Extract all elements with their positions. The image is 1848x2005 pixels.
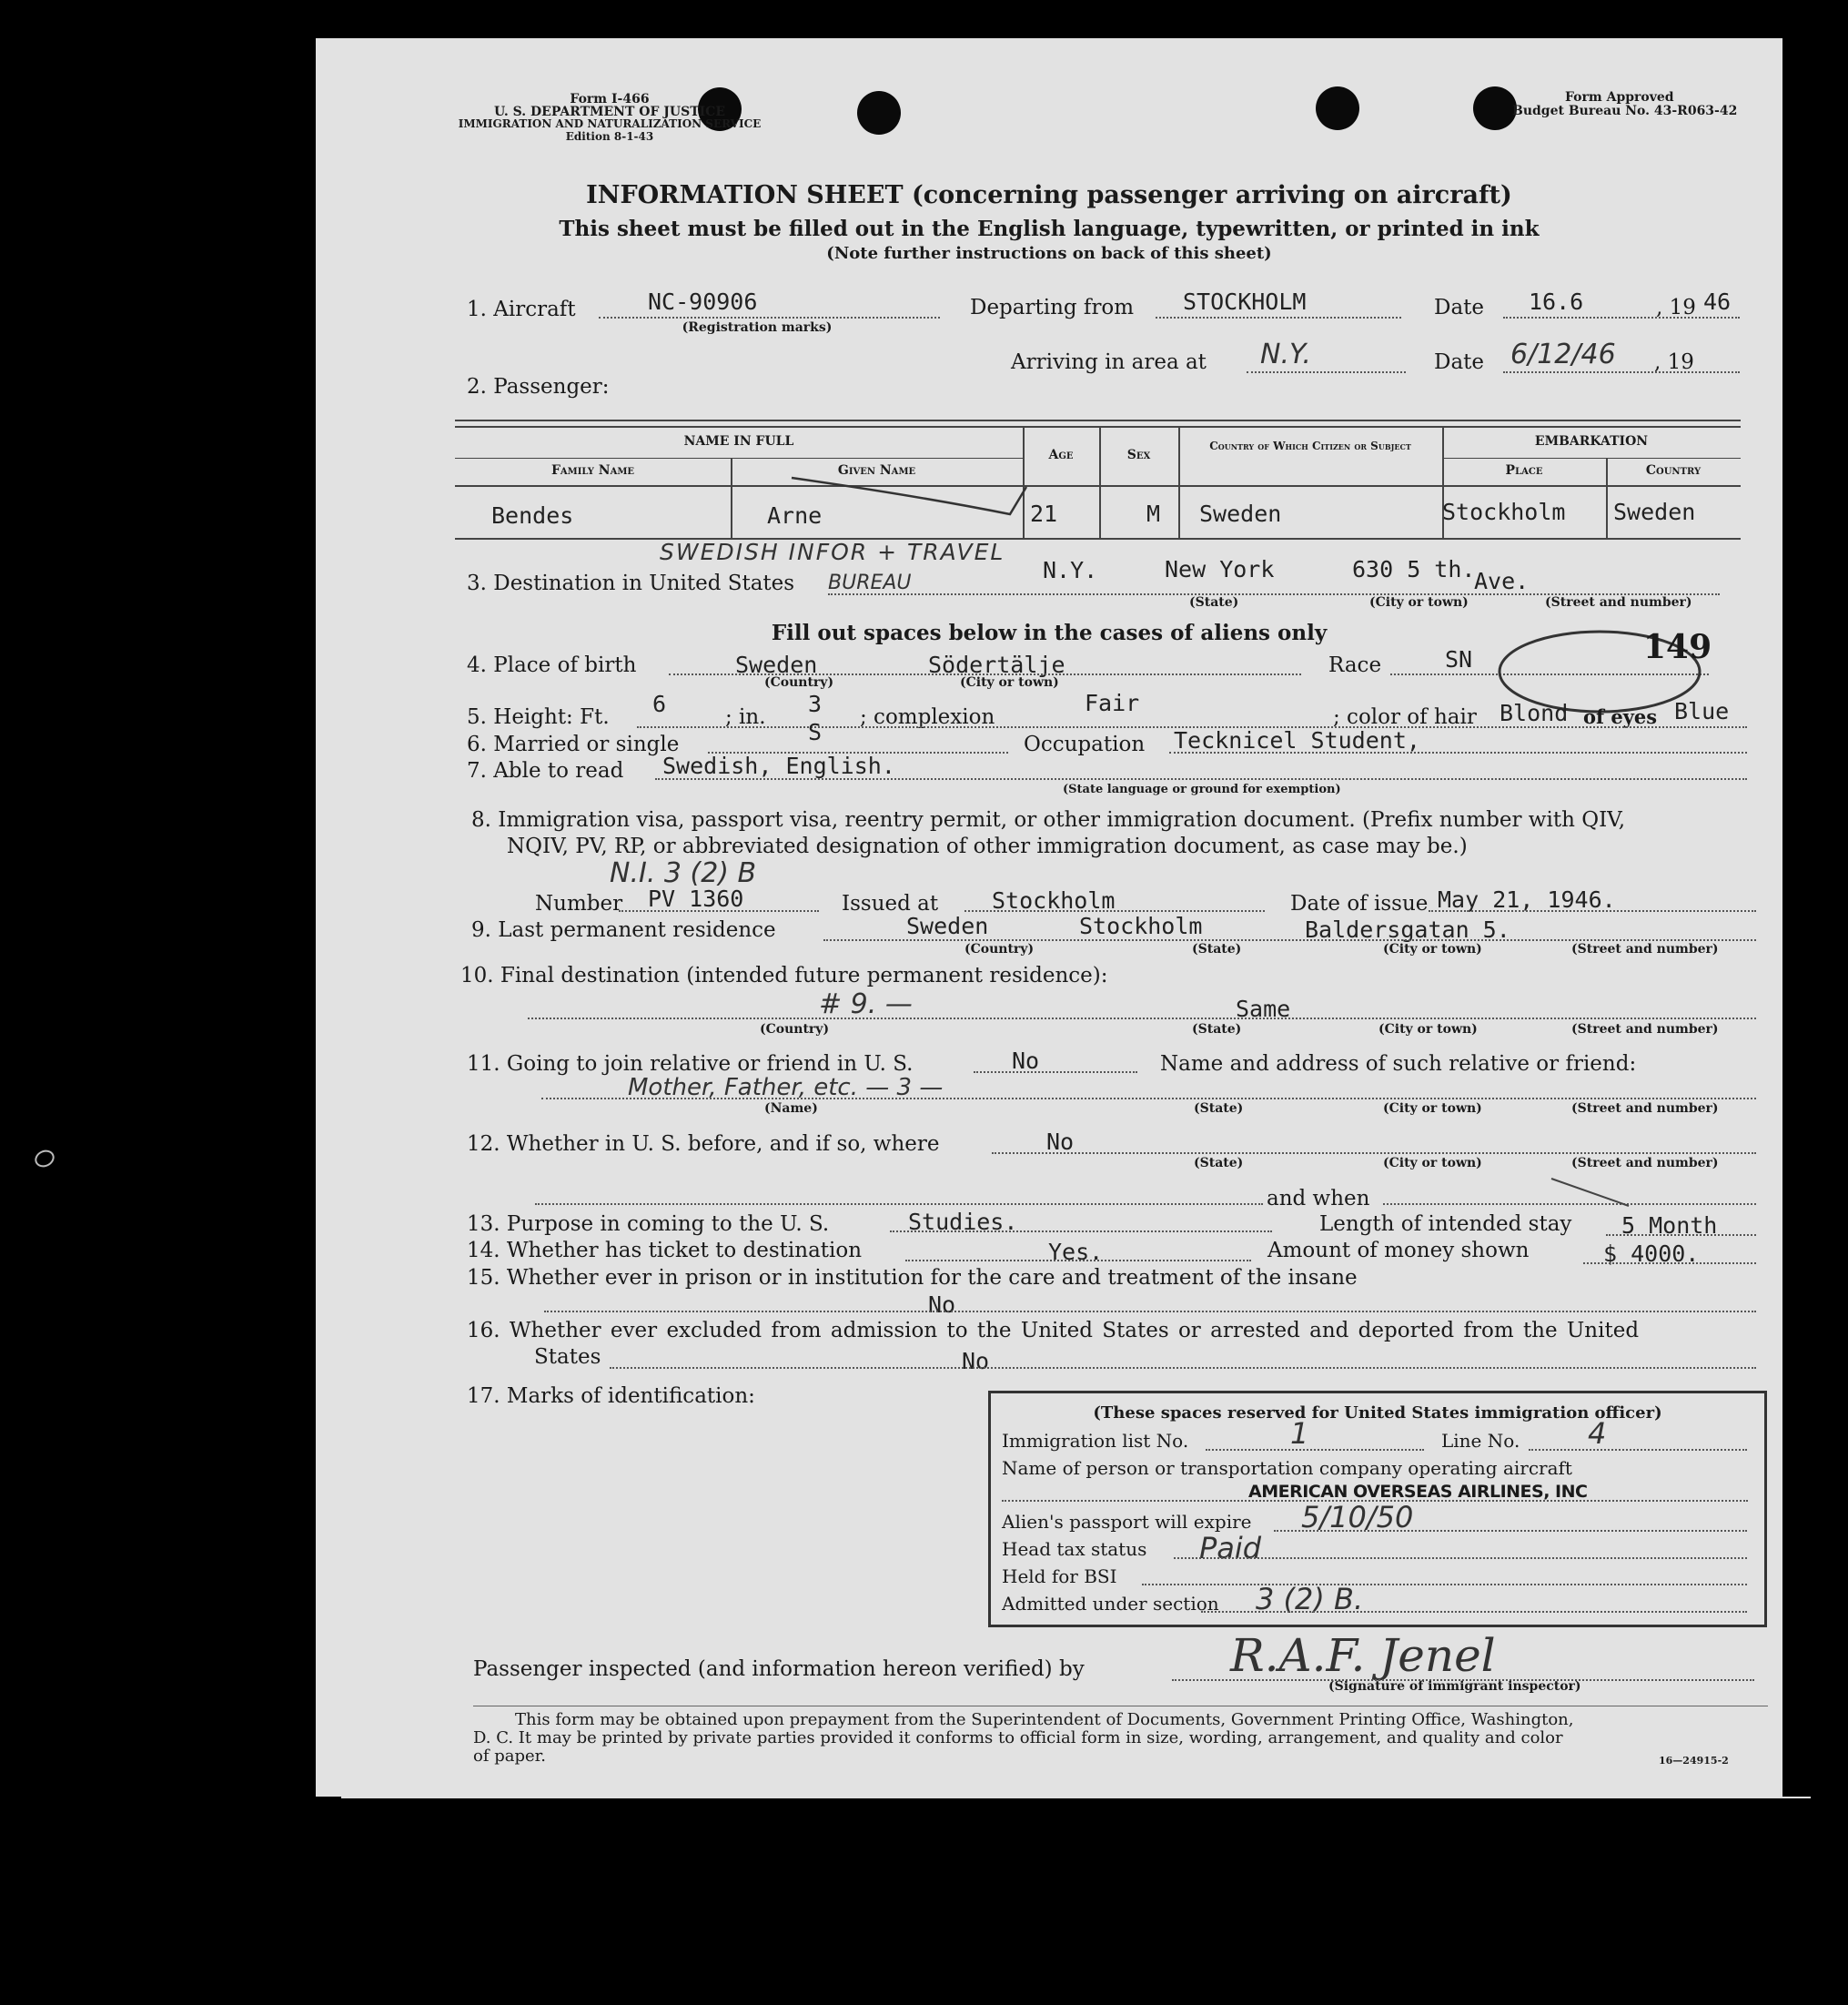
cap-fd-city: (City or town): [1378, 1022, 1478, 1037]
year-value: 46: [1703, 289, 1732, 315]
arriving-line: [1247, 371, 1406, 373]
issued-label: Issued at: [842, 892, 939, 916]
destination-note: SWEDISH INFOR + TRAVEL: [660, 539, 1005, 565]
final-destination-hand: # 9. —: [819, 988, 913, 1020]
embark-place: Stockholm: [1442, 499, 1566, 525]
table-rule: [455, 485, 1741, 487]
issue-date-value: May 21, 1946.: [1438, 886, 1616, 913]
identification-label: 17. Marks of identification:: [467, 1384, 755, 1408]
registration-caption: (Registration marks): [682, 320, 833, 335]
cap-res-state: (State): [1192, 942, 1242, 957]
table-rule: [455, 538, 1741, 540]
ticket-label: 14. Whether has ticket to destination: [467, 1239, 863, 1262]
bsi-label: Held for BSI: [1002, 1565, 1117, 1587]
passport-value: 5/10/50: [1301, 1500, 1414, 1534]
inch-label: ; in.: [725, 705, 766, 729]
cap-state: (State): [1189, 595, 1239, 610]
table-rule: [455, 420, 1741, 421]
marital-label: 6. Married or single: [467, 733, 680, 756]
birth-city: Södertälje: [928, 652, 1065, 678]
cap-res-country: (Country): [964, 942, 1035, 957]
embarkation-header: EMBARKATION: [1534, 434, 1649, 449]
doc-number-line: [619, 910, 819, 912]
footer-line-3: of paper.: [473, 1747, 546, 1766]
destination-street-2: Ave.: [1474, 568, 1530, 594]
punch-hole: [1316, 86, 1359, 130]
headtax-value: Paid: [1199, 1531, 1262, 1565]
arriving-label: Arriving in area at: [1011, 350, 1207, 374]
relative-name-label: Name and address of such relative or friend:: [1160, 1052, 1637, 1076]
cap-fd-state: (State): [1192, 1022, 1242, 1037]
footer-line-1: This form may be obtained upon prepayment from the Superintendent of Documents, Government Printing Office, Washington,: [515, 1710, 1574, 1729]
occupation-value: Tecknicel Student,: [1174, 727, 1420, 754]
cap-before-state: (State): [1194, 1156, 1244, 1170]
document-text-1: 8. Immigration visa, passport visa, reentry permit, or other immigration document. (Prefix number with QIV,: [471, 808, 1626, 832]
document-text-2: NQIV, PV, RP, or abbreviated designation of other immigration document, as case may be.): [507, 835, 1468, 858]
table-divider: [1099, 426, 1101, 538]
issue-date-label: Date of issue: [1290, 892, 1429, 916]
edition: Edition 8-1-43: [565, 130, 654, 143]
stay-value: 5 Month: [1621, 1212, 1718, 1239]
punch-hole: [1473, 86, 1517, 130]
form-title: INFORMATION SHEET (concerning passenger arriving on aircraft): [586, 181, 1512, 209]
dash-mark: [1547, 1174, 1638, 1210]
operator-stamp: AMERICAN OVERSEAS AIRLINES, INC: [1248, 1482, 1588, 1502]
doc-number-value: PV 1360: [648, 886, 744, 912]
family-name-header: Family Name: [550, 463, 635, 478]
table-divider: [1178, 426, 1180, 538]
cap-rel-name: (Name): [764, 1101, 818, 1116]
ticket-line: [905, 1260, 1251, 1261]
section-value: 3 (2) B.: [1256, 1582, 1364, 1616]
check-stroke: [783, 469, 1046, 523]
year-prefix: , 19: [1656, 296, 1696, 319]
age-header: Age: [1048, 448, 1074, 462]
list-no-label: Immigration list No.: [1002, 1430, 1189, 1452]
and-when-label: and when: [1267, 1187, 1370, 1210]
stay-label: Length of intended stay: [1319, 1212, 1572, 1236]
form-instructions: This sheet must be filled out in the English language, typewritten, or printed in ink: [559, 217, 1540, 241]
sex-header: Sex: [1126, 448, 1151, 462]
final-destination-value: Same: [1236, 996, 1291, 1022]
passport-label: Alien's passport will expire: [1002, 1511, 1252, 1533]
emb-country-header: Country: [1645, 463, 1702, 478]
money-label: Amount of money shown: [1267, 1239, 1530, 1262]
eyes-label: of eyes: [1583, 705, 1658, 728]
age-value: 21: [1030, 501, 1058, 527]
excluded-label: 16. Whether ever excluded from admission to the United States or arrested and deported from the United: [467, 1319, 1640, 1342]
bsi-line: [1142, 1584, 1747, 1585]
prison-label: 15. Whether ever in prison or in institution for the care and treatment of the insane: [467, 1266, 1358, 1290]
residence-line: [823, 939, 1756, 941]
officer-box-title: (These spaces reserved for United States immigration officer): [1093, 1403, 1662, 1423]
join-relative-line: [974, 1071, 1137, 1073]
cap-before-street: (Street and number): [1571, 1156, 1719, 1170]
table-rule: [455, 426, 1741, 428]
read-caption: (State language or ground for exemption): [1063, 783, 1341, 796]
eyes-value: Blue: [1674, 698, 1730, 724]
cap-city: (City or town): [1369, 595, 1469, 610]
cap-rel-street: (Street and number): [1571, 1101, 1719, 1116]
arriving-value: N.Y.: [1260, 339, 1311, 370]
aircraft-line: [599, 317, 940, 319]
cap-rel-city: (City or town): [1383, 1101, 1482, 1116]
stay-line: [1606, 1234, 1756, 1236]
departing-line: [1156, 317, 1401, 319]
race-label: Race: [1328, 653, 1382, 677]
date-line: [1503, 317, 1740, 319]
hair-label: ; color of hair: [1333, 705, 1477, 729]
form-number: Form I-466: [570, 92, 650, 106]
occupation-line: [1169, 752, 1747, 754]
given-name-header: Given Name: [837, 463, 916, 478]
service: IMMIGRATION AND NATURALIZATION SERVICE: [458, 117, 762, 130]
table-rule: [455, 458, 1023, 459]
aircraft-value: NC-90906: [648, 289, 758, 315]
name-in-full-header: NAME IN FULL: [683, 434, 794, 449]
destination-note-2: BUREAU: [828, 572, 912, 594]
departing-label: Departing from: [970, 296, 1135, 319]
birth-country: Sweden: [735, 652, 818, 678]
table-rule: [1443, 458, 1741, 459]
stamp-number: 149: [1643, 628, 1712, 666]
occupation-label: Occupation: [1024, 733, 1146, 756]
read-value: Swedish, English.: [662, 753, 895, 779]
join-relative-label: 11. Going to join relative or friend in U. S.: [467, 1052, 914, 1076]
purpose-label: 13. Purpose in coming to the U. S.: [467, 1212, 830, 1236]
cap-res-city: (City or town): [1383, 942, 1482, 957]
cap-birth-city: (City or town): [960, 675, 1059, 690]
residence-label: 9. Last permanent residence: [471, 918, 776, 942]
residence-city: Baldersgatan 5.: [1305, 916, 1510, 943]
issued-line: [964, 910, 1265, 912]
cap-res-street: (Street and number): [1571, 942, 1719, 957]
aircraft-label: 1. Aircraft: [467, 298, 576, 321]
place-header: Place: [1505, 463, 1543, 478]
height-label: 5. Height: Ft.: [467, 705, 610, 729]
issue-date-line: [1429, 910, 1756, 912]
footer-line-2: D. C. It may be printed by private parties provided it conforms to official form in size, wording, arrangement, and quality and color: [473, 1728, 1563, 1747]
complexion-label: ; complexion: [860, 705, 995, 729]
operator-label: Name of person or transportation company operating aircraft: [1002, 1457, 1572, 1479]
inspection-label: Passenger inspected (and information hereon verified) by: [473, 1657, 1085, 1681]
cap-birth-country: (Country): [764, 675, 834, 690]
destination-city: New York: [1165, 556, 1275, 582]
date2-value: 6/12/46: [1510, 339, 1616, 370]
relative-line: [541, 1098, 1756, 1099]
form-note: (Note further instructions on back of this sheet): [826, 244, 1272, 263]
race-value: SN: [1445, 646, 1473, 673]
line-no-line: [1529, 1449, 1747, 1451]
issued-value: Stockholm: [992, 887, 1116, 914]
aliens-heading: Fill out spaces below in the cases of aliens only: [771, 621, 1328, 645]
purpose-value: Studies.: [908, 1209, 1018, 1235]
doc-number-label: Number: [535, 892, 623, 916]
cap-fd-street: (Street and number): [1571, 1022, 1719, 1037]
cap-rel-state: (State): [1194, 1101, 1244, 1116]
departing-value: STOCKHOLM: [1183, 289, 1307, 315]
excluded-label-2: States: [534, 1345, 601, 1369]
section-line: [1201, 1611, 1747, 1613]
list-no-value: 1: [1290, 1416, 1309, 1451]
section-label: Admitted under section: [1002, 1593, 1219, 1615]
department: U. S. DEPARTMENT OF JUSTICE: [493, 105, 725, 119]
list-no-line: [1206, 1449, 1424, 1451]
birthplace-label: 4. Place of birth: [467, 653, 637, 677]
and-when-line: [535, 1203, 1263, 1205]
final-destination-label: 10. Final destination (intended future permanent residence):: [460, 964, 1108, 987]
stray-mark: [32, 1147, 57, 1170]
signature-caption: (Signature of immigrant inspector): [1328, 1679, 1581, 1694]
form-approved: Form Approved: [1565, 90, 1674, 105]
citizen-header: Country of Which Citizen or Subject: [1209, 440, 1411, 452]
embark-country: Sweden: [1613, 499, 1696, 525]
year2-prefix: , 19: [1654, 350, 1694, 374]
line-no-value: 4: [1588, 1416, 1607, 1451]
footer-code: 16—24915-2: [1659, 1755, 1729, 1767]
passenger-label: 2. Passenger:: [467, 375, 610, 399]
form-sheet-edge: [341, 1797, 1811, 1798]
document-hand-note: N.I. 3 (2) B: [610, 857, 757, 889]
residence-country: Sweden: [906, 913, 989, 939]
relative-hand: Mother, Father, etc. — 3 —: [628, 1074, 944, 1101]
date-label: Date: [1434, 296, 1485, 319]
destination-label: 3. Destination in United States: [467, 572, 795, 595]
passport-line: [1274, 1530, 1747, 1532]
date2-line: [1503, 371, 1740, 373]
before-label: 12. Whether in U. S. before, and if so, where: [467, 1132, 940, 1156]
cap-street: (Street and number): [1545, 595, 1692, 610]
excluded-value: No: [962, 1348, 990, 1374]
purpose-line: [890, 1230, 1272, 1232]
sex-value: M: [1146, 501, 1161, 527]
before-value: No: [1046, 1129, 1075, 1155]
headtax-line: [1174, 1557, 1747, 1559]
citizen-value: Sweden: [1199, 501, 1282, 527]
complexion-value: Fair: [1085, 690, 1140, 716]
date2-label: Date: [1434, 350, 1485, 374]
excluded-line: [610, 1367, 1756, 1369]
ticket-value: Yes.: [1048, 1239, 1104, 1265]
prison-value: No: [928, 1291, 956, 1318]
height-ft: 6: [652, 691, 667, 717]
height-in: 3: [808, 691, 823, 717]
destination-street: 630 5 th.: [1352, 556, 1476, 582]
before-line: [992, 1152, 1756, 1154]
date-value: 16.6: [1529, 289, 1584, 315]
cap-before-city: (City or town): [1383, 1156, 1482, 1170]
line-no-label: Line No.: [1441, 1430, 1520, 1452]
marital-value: S: [808, 719, 823, 745]
read-line: [655, 778, 1747, 780]
money-line: [1583, 1262, 1756, 1264]
given-name: Arne: [767, 502, 823, 529]
budget-number: Budget Bureau No. 43-R063-42: [1512, 104, 1738, 118]
read-label: 7. Able to read: [467, 759, 624, 783]
inspector-signature: R.A.F. Jenel: [1230, 1629, 1496, 1682]
headtax-label: Head tax status: [1002, 1538, 1147, 1560]
residence-state: Stockholm: [1079, 913, 1203, 939]
family-name: Bendes: [491, 502, 574, 529]
cap-fd-country: (Country): [760, 1022, 830, 1037]
money-value: $ 4000.: [1603, 1240, 1700, 1267]
join-relative-value: No: [1012, 1048, 1040, 1074]
prison-line: [544, 1311, 1756, 1312]
hair-value: Blond: [1500, 700, 1569, 726]
punch-hole: [857, 91, 901, 135]
destination-state: N.Y.: [1043, 557, 1098, 583]
final-destination-line: [528, 1018, 1756, 1019]
